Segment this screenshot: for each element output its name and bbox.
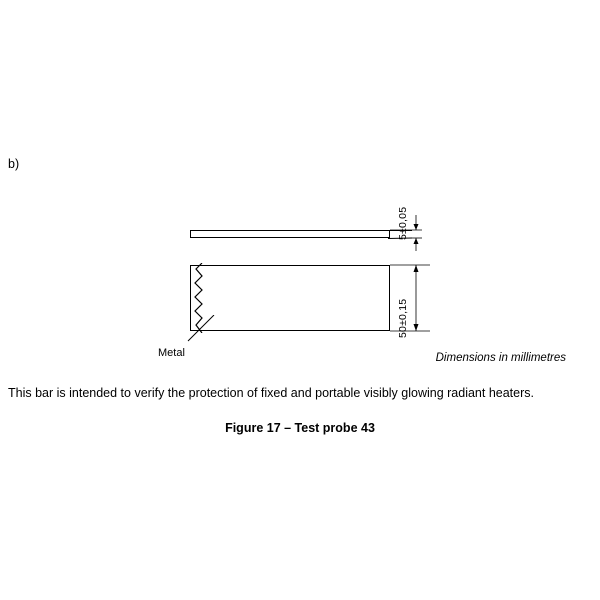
metal-callout-label: Metal — [158, 347, 185, 359]
dimension-label-thickness: 5±0,05 — [397, 206, 409, 240]
dimensions-note: Dimensions in millimetres — [435, 352, 566, 364]
dimension-label-width: 50±0,15 — [397, 298, 409, 338]
figure-drawing — [150, 185, 450, 370]
item-label-b: b) — [8, 157, 20, 171]
figure-caption: Figure 17 – Test probe 43 — [225, 421, 375, 435]
body-paragraph: This bar is intended to verify the protection of fixed and portable visibly glowing radiant heaters. — [8, 386, 534, 400]
